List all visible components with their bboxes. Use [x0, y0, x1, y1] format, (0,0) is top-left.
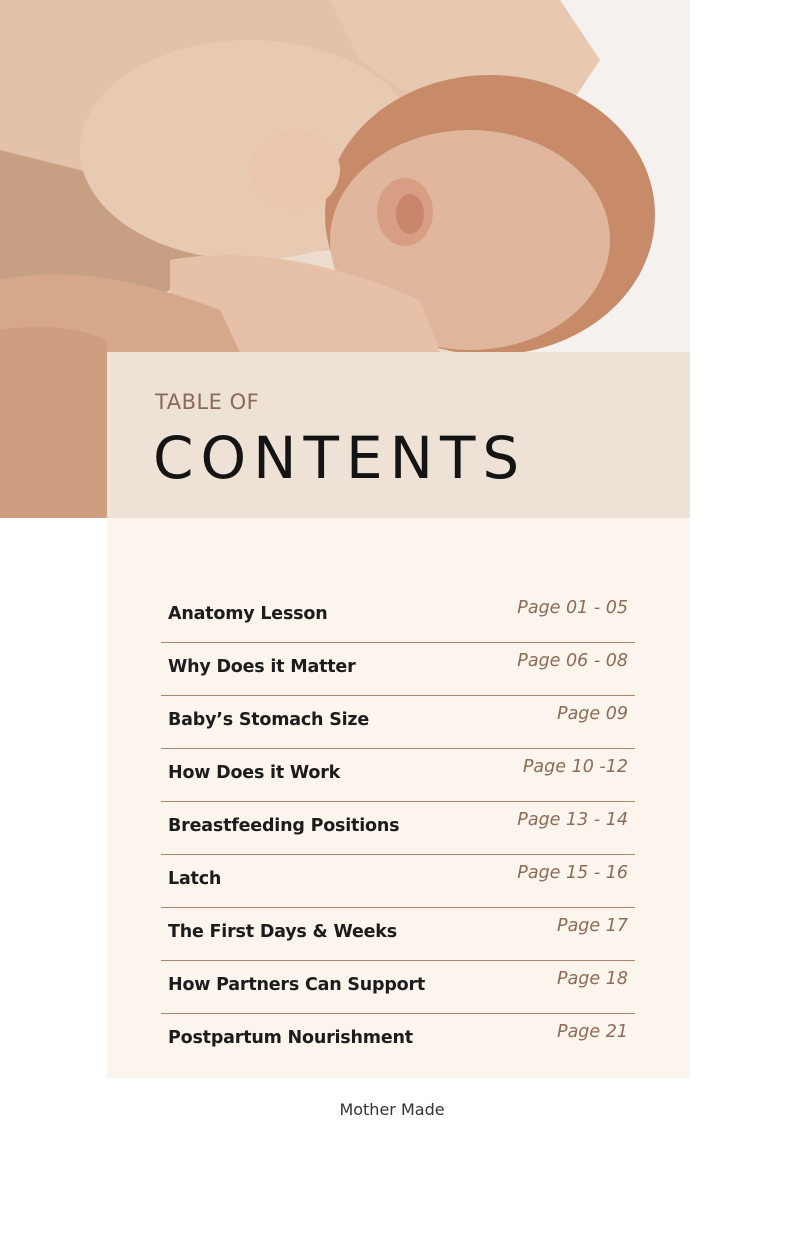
- toc-entry-title: The First Days & Weeks: [168, 922, 397, 942]
- toc-row-partners-support[interactable]: [161, 961, 635, 1014]
- toc-entry-title: Breastfeeding Positions: [168, 816, 400, 836]
- toc-entry-title: How Partners Can Support: [168, 975, 426, 995]
- toc-row-babys-stomach-size[interactable]: [161, 696, 635, 749]
- toc-entry-title: Why Does it Matter: [168, 657, 356, 677]
- toc-entry-title: Latch: [168, 869, 222, 889]
- toc-row-postpartum-nourishment[interactable]: [161, 1014, 635, 1066]
- toc-entry-title: Baby’s Stomach Size: [168, 710, 370, 730]
- toc-row-latch[interactable]: [161, 855, 635, 908]
- toc-entry-title: Postpartum Nourishment: [168, 1028, 413, 1048]
- toc-list: [161, 590, 635, 1066]
- toc-entry-pages: Page 18: [557, 969, 628, 989]
- toc-entry-title: How Does it Work: [168, 763, 341, 783]
- title-panel: [107, 352, 690, 518]
- toc-row-first-days-weeks[interactable]: [161, 908, 635, 961]
- toc-entry-pages: Page 13 - 14: [517, 810, 628, 830]
- toc-entry-pages: Page 21: [557, 1022, 628, 1042]
- toc-row-anatomy-lesson[interactable]: [161, 590, 635, 643]
- toc-row-breastfeeding-positions[interactable]: [161, 802, 635, 855]
- toc-entry-pages: Page 06 - 08: [517, 651, 628, 671]
- toc-row-why-does-it-matter[interactable]: [161, 643, 635, 696]
- toc-entry-title: Anatomy Lesson: [168, 604, 328, 624]
- toc-title: CONTENTS: [153, 424, 527, 492]
- toc-entry-pages: Page 09: [557, 704, 628, 724]
- toc-entry-pages: Page 15 - 16: [517, 863, 628, 883]
- toc-entry-pages: Page 10 -12: [522, 757, 628, 777]
- toc-entry-pages: Page 17: [557, 916, 628, 936]
- toc-panel: [107, 518, 690, 1078]
- footer-brand: Mother Made: [339, 1100, 445, 1119]
- toc-subtitle: TABLE OF: [155, 390, 260, 414]
- toc-entry-pages: Page 01 - 05: [517, 598, 628, 618]
- toc-row-how-does-it-work[interactable]: [161, 749, 635, 802]
